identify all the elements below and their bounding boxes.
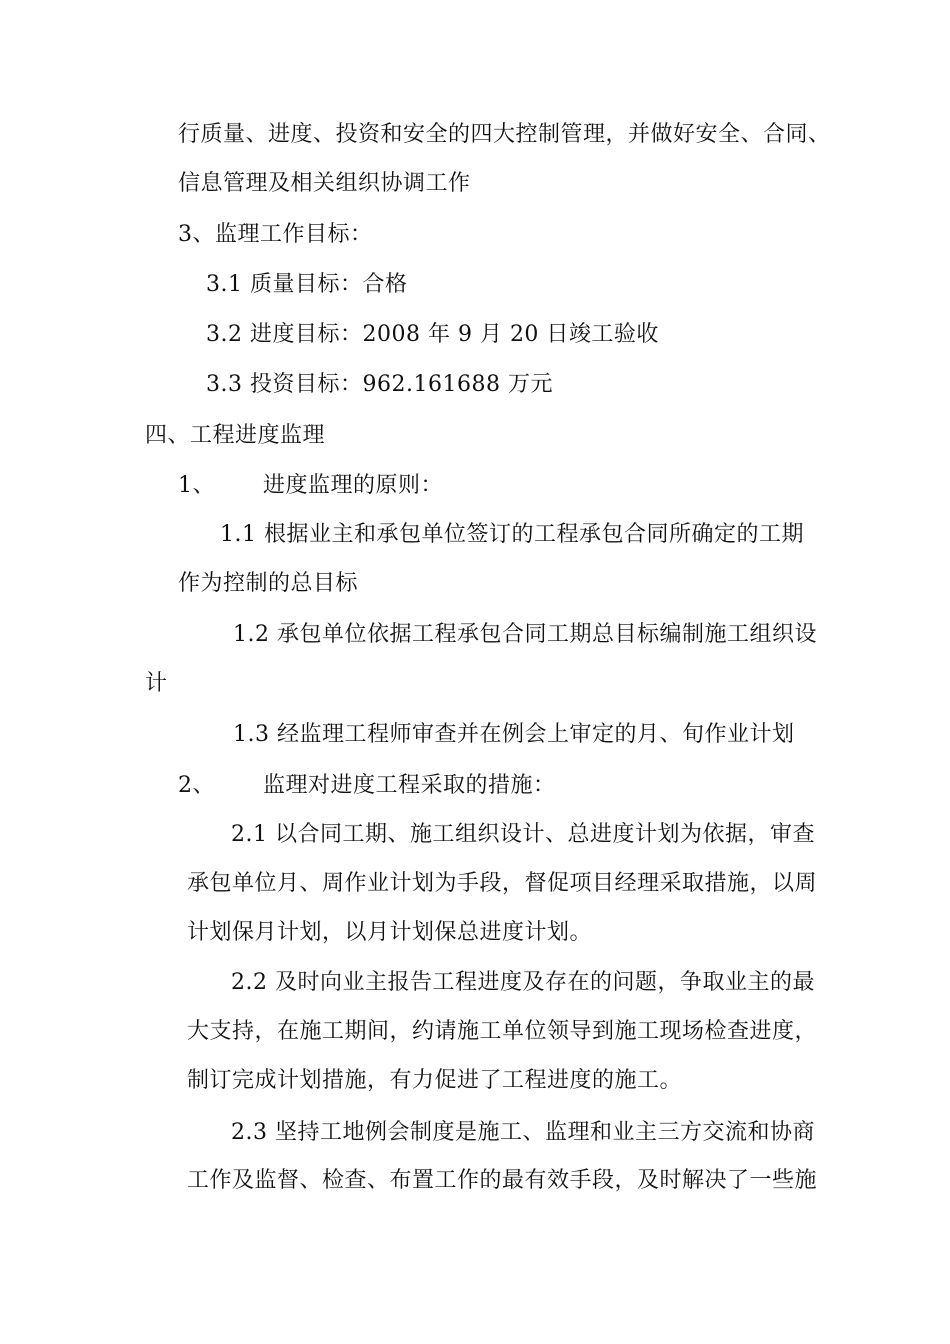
paragraph-line: 制订完成计划措施，有力促进了工程进度的施工。 — [187, 1068, 683, 1093]
item-title: 进度监理的原则： — [263, 473, 444, 498]
section-heading: 3、监理工作目标： — [178, 222, 373, 247]
paragraph-line: 1.3 经监理工程师审查并在例会上审定的月、旬作业计划 — [233, 722, 795, 747]
paragraph-line: 2.3 坚持工地例会制度是施工、监理和业主三方交流和协商 — [231, 1120, 815, 1145]
paragraph-line: 作为控制的总目标 — [178, 571, 359, 596]
paragraph-line: 计划保月计划，以月计划保总进度计划。 — [187, 920, 593, 945]
list-item: 3.2 进度目标：2008 年 9 月 20 日竣工验收 — [206, 322, 659, 347]
numbered-heading-1 — [178, 471, 443, 501]
numbered-heading-2 — [178, 771, 556, 801]
list-item: 3.1 质量目标：合格 — [206, 272, 408, 297]
paragraph-line: 信息管理及相关组织协调工作 — [178, 171, 471, 196]
paragraph-line: 行质量、进度、投资和安全的四大控制管理，并做好安全、合同、 — [178, 122, 831, 147]
paragraph-line: 承包单位月、周作业计划为手段，督促项目经理采取措施，以周 — [187, 871, 818, 896]
paragraph-line: 工作及监督、检查、布置工作的最有效手段，及时解决了一些施 — [187, 1168, 818, 1193]
paragraph-line: 1.2 承包单位依据工程承包合同工期总目标编制施工组织设 — [233, 622, 817, 647]
paragraph-line: 计 — [145, 671, 168, 696]
paragraph-line: 1.1 根据业主和承包单位签订的工程承包合同所确定的工期 — [220, 522, 804, 547]
item-number: 1、 — [178, 473, 215, 498]
list-item: 3.3 投资目标：962.161688 万元 — [206, 372, 553, 397]
item-number: 2、 — [178, 773, 215, 798]
item-title: 监理对进度工程采取的措施： — [263, 773, 556, 798]
paragraph-line: 2.1 以合同工期、施工组织设计、总进度计划为依据，审查 — [231, 822, 815, 847]
paragraph-line: 大支持，在施工期间，约请施工单位领导到施工现场检查进度， — [187, 1019, 818, 1044]
paragraph-line: 2.2 及时向业主报告工程进度及存在的问题，争取业主的最 — [231, 970, 815, 995]
chapter-heading: 四、工程进度监理 — [145, 423, 326, 448]
